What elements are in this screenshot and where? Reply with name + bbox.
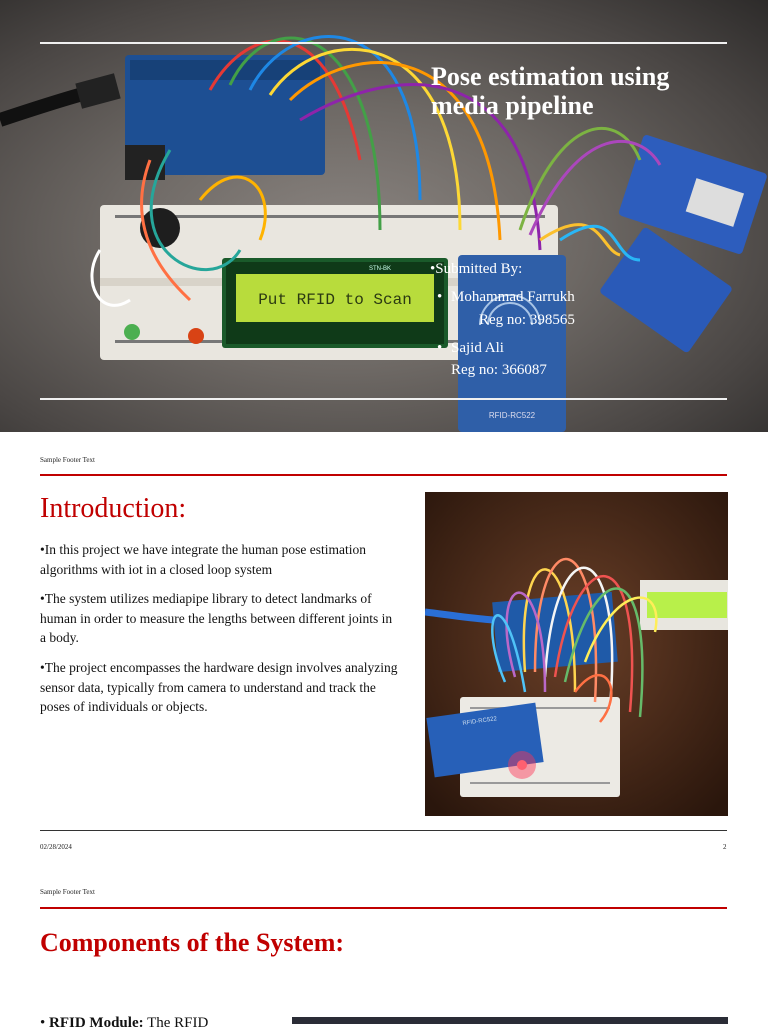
member-name: Mohammad Farrukh: [451, 289, 575, 305]
bullet-marker: •: [437, 340, 443, 356]
footer-text: Sample Footer Text: [40, 888, 95, 896]
hardware-photo: [425, 492, 728, 816]
component-photo: [292, 1017, 728, 1024]
section-title: Introduction:: [40, 493, 187, 524]
top-divider: [40, 42, 727, 44]
footer-text: Sample Footer Text: [40, 456, 95, 464]
red-divider: [40, 907, 727, 909]
page-number: 2: [723, 843, 727, 851]
svg-text:STN-BK: STN-BK: [368, 266, 392, 272]
slide-date: 02/28/2024: [40, 843, 72, 851]
component-term: RFID Module:: [49, 1015, 144, 1031]
svg-text:RFID-RC522: RFID-RC522: [488, 411, 536, 420]
hardware-photo-illustration: [425, 492, 728, 816]
red-divider: [40, 474, 727, 476]
bullet-marker: •: [40, 1015, 46, 1031]
paragraph: •The system utilizes mediapipe library to detect landmarks of human in order to measure the lengths between different joints in a body.: [40, 591, 393, 645]
slide-title: Pose estimation using media pipeline: [431, 62, 670, 120]
paragraph: •The project encompasses the hardware design involves analyzing sensor data, typically from camera to understand and track the poses of individuals or objects.: [40, 660, 398, 714]
bottom-divider: [40, 398, 727, 400]
bullet-marker: •: [437, 289, 443, 305]
lcd-display-text: Put RFID to Scan: [258, 291, 412, 309]
member-name: Sajid Ali: [451, 340, 504, 356]
member-reg: Reg no: 366087: [451, 362, 547, 378]
title-slide: [0, 0, 768, 432]
bottom-divider: [40, 830, 727, 831]
section-title: Components of the System:: [40, 928, 345, 957]
submitted-by-label: •Submitted By:: [430, 261, 523, 277]
member-reg: Reg no: 398565: [479, 312, 575, 328]
paragraph: •In this project we have integrate the human pose estimation algorithms with iot in a closed loop system: [40, 542, 367, 577]
component-text: The RFID: [143, 1015, 209, 1031]
svg-text:RFID-RC522: RFID-RC522: [462, 716, 498, 727]
